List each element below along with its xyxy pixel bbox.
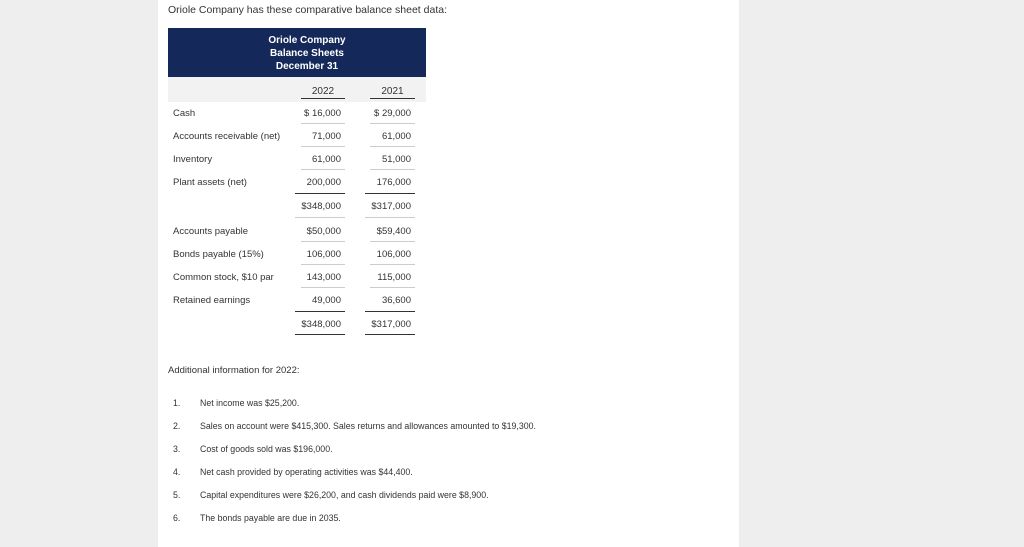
row-divider xyxy=(370,146,415,147)
value-2021: 51,000 xyxy=(381,154,411,165)
table-row xyxy=(158,177,739,193)
document-page xyxy=(158,0,739,547)
company-name: Oriole Company xyxy=(268,35,346,46)
row-label: Cash xyxy=(173,108,196,119)
row-label: Retained earnings xyxy=(173,295,251,306)
item-number: 3. xyxy=(173,444,181,454)
row-label: Plant assets (net) xyxy=(173,177,247,188)
row-label: Inventory xyxy=(173,154,213,165)
value-2022: $ 16,000 xyxy=(304,108,341,119)
total-liabilities-equity-row xyxy=(158,319,739,335)
statement-name: Balance Sheets xyxy=(270,48,344,59)
intro-text: Oriole Company has these comparative balance sheet data: xyxy=(168,4,447,16)
item-number: 5. xyxy=(173,490,181,500)
row-label: Bonds payable (15%) xyxy=(173,249,264,260)
item-text: Cost of goods sold was $196,000. xyxy=(200,444,333,454)
value-2021: $ 29,000 xyxy=(374,108,411,119)
item-number: 1. xyxy=(173,398,181,408)
total-2021: $317,000 xyxy=(371,201,411,212)
value-2021: 106,000 xyxy=(376,249,411,260)
total-2021: $317,000 xyxy=(371,319,411,330)
item-text: The bonds payable are due in 2035. xyxy=(200,513,341,523)
total-assets-row xyxy=(158,201,739,217)
row-divider xyxy=(301,123,345,124)
item-number: 4. xyxy=(173,467,181,477)
value-2021: 176,000 xyxy=(376,177,411,188)
item-number: 2. xyxy=(173,421,181,431)
table-row xyxy=(158,272,739,288)
value-2021: 115,000 xyxy=(377,272,411,283)
row-divider xyxy=(370,264,415,265)
subtotal-rule xyxy=(365,193,415,194)
row-divider xyxy=(370,241,415,242)
row-divider xyxy=(365,217,415,218)
table-row xyxy=(158,295,739,311)
row-divider xyxy=(370,169,415,170)
table-row xyxy=(158,226,739,242)
row-divider xyxy=(301,287,345,288)
value-2021: 61,000 xyxy=(381,131,411,142)
table-row xyxy=(158,154,739,170)
value-2022: 106,000 xyxy=(306,249,341,260)
row-divider xyxy=(301,146,345,147)
subtotal-rule xyxy=(295,193,345,194)
row-label: Common stock, $10 par xyxy=(173,272,274,283)
value-2022: 61,000 xyxy=(311,154,341,165)
subtotal-rule xyxy=(365,311,415,312)
additional-info-heading: Additional information for 2022: xyxy=(168,365,300,376)
item-text: Net income was $25,200. xyxy=(200,398,300,408)
value-2022: $50,000 xyxy=(306,226,341,237)
subtotal-rule xyxy=(295,311,345,312)
value-2022: 200,000 xyxy=(306,177,341,188)
row-divider xyxy=(370,123,415,124)
value-2022: 143,000 xyxy=(306,272,341,283)
item-text: Capital expenditures were $26,200, and cash dividends paid were $8,900. xyxy=(200,490,489,500)
item-number: 6. xyxy=(173,513,181,523)
row-divider xyxy=(301,241,345,242)
total-rule xyxy=(295,334,345,335)
item-text: Sales on account were $415,300. Sales returns and allowances amounted to $19,300. xyxy=(200,421,536,431)
table-row xyxy=(158,249,739,265)
column-header-2021: 2021 xyxy=(370,86,415,99)
row-divider xyxy=(301,169,345,170)
table-title-block xyxy=(168,28,426,77)
item-text: Net cash provided by operating activities was $44,400. xyxy=(200,467,413,477)
row-divider xyxy=(370,287,415,288)
row-label: Accounts receivable (net) xyxy=(173,131,281,142)
column-header-2022: 2022 xyxy=(301,86,345,99)
statement-date: December 31 xyxy=(275,61,339,72)
value-2022: 49,000 xyxy=(311,295,341,306)
value-2021: 36,600 xyxy=(381,295,411,306)
row-label: Accounts payable xyxy=(173,226,248,237)
total-rule xyxy=(365,334,415,335)
total-2022: $348,000 xyxy=(301,319,341,330)
total-2022: $348,000 xyxy=(301,201,341,212)
row-divider xyxy=(301,264,345,265)
value-2022: 71,000 xyxy=(311,131,341,142)
table-row xyxy=(158,131,739,147)
row-divider xyxy=(295,217,345,218)
table-row xyxy=(158,108,739,124)
value-2021: $59,400 xyxy=(376,226,411,237)
